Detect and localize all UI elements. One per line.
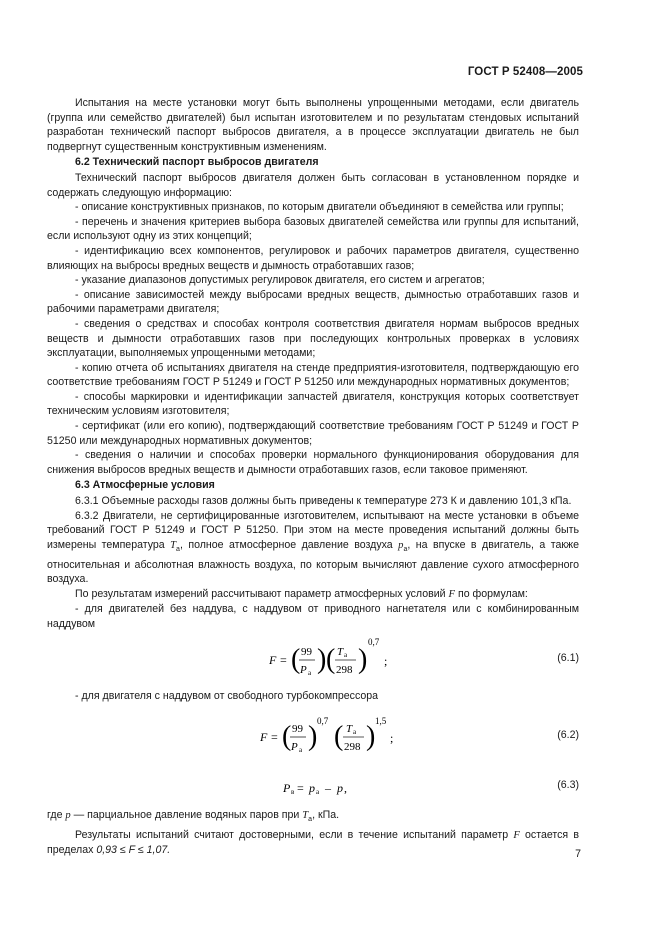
svg-text:298: 298 [344, 741, 361, 754]
svg-text:F: F [260, 730, 268, 745]
formula-6-3-expression [283, 774, 403, 804]
paragraph-6-3-3: По результатам измерений рассчитывают параметр атмосферных условий F по формулам: [75, 587, 528, 600]
formula-6-2 [47, 704, 579, 764]
svg-text:1,5: 1,5 [375, 716, 387, 727]
formula-6-1-expression [269, 635, 429, 685]
svg-text:): ) [366, 721, 376, 753]
svg-text:a: a [308, 669, 312, 678]
svg-text:=: = [280, 653, 287, 668]
standard-header: ГОСТ Р 52408—2005 [467, 66, 583, 78]
formula-6-3 [47, 764, 579, 808]
formula-intro-1: - для двигателей без наддува, с наддувом от приводного нагнетателя или с комбинированным наддувом [47, 603, 579, 630]
svg-text:F: F [269, 653, 277, 668]
list-item: - перечень и значения критериев выбора базовых двигателей семейства или группы для испытаний, если используют одну из этих концепций; [47, 215, 579, 243]
paragraph-6-3-2: 6.3.2 Двигатели, не сертифицированные изготовителем, испытывают на месте установки в объеме требований ГОСТ Р 51249 и ГОСТ Р 51250. При этом на месте проведения испытаний должны быть измерены температура $T_a$, полное атмосферное давление воздуха $p_a$, на впуске в двигатель, а также относительная и абсолютная влажность воздуха, по которым вычисляют давление сухого атмосферного воздуха. [47, 509, 579, 586]
formula-intro-2: - для двигателя с наддувом от свободного турбокомпрессора [75, 690, 379, 703]
svg-text:(: ( [334, 721, 344, 753]
svg-text:a: a [299, 746, 303, 755]
paragraph-6-3-1: 6.3.1 Объемные расходы газов должны быть приведены к температуре 273 К и давлению 101,3 кПа. [75, 495, 572, 508]
svg-text:p: p [337, 781, 343, 796]
svg-text:;: ; [384, 654, 388, 669]
svg-text:): ) [358, 644, 368, 676]
svg-text:(: ( [282, 721, 292, 753]
paragraph-intro: Испытания на месте установки могут быть выполнены упрощенными методами, если двигатель (группа или семейство двигателей) был испытан изготовителем и по результатам стендовых испытаний разработан технический паспорт выбросов двигателя, а в процессе эксплуатации двигатель не был подвергнут существенным конструктивным изменениям. [47, 97, 579, 153]
list-item: - сертификат (или его копию), подтверждающий соответствие требованиям ГОСТ Р 51249 и ГОСТ Р 51250 или международных нормативных документов; [47, 420, 579, 447]
list-item: - сведения о средствах и способах контроля соответствия двигателя нормам выбросов вредных веществ и дымности отработавших газов при последующих контрольных проверках в условиях эксплуатации, выполняемых упрощенными методами; [47, 317, 579, 360]
formula-6-1 [47, 631, 579, 689]
page-number: 7 [575, 848, 581, 860]
svg-text:): ) [317, 644, 327, 676]
svg-text:(: ( [291, 644, 301, 676]
svg-text:p: p [309, 781, 315, 796]
svg-text:P: P [283, 781, 291, 796]
svg-text:298: 298 [336, 664, 353, 677]
section-heading-6-2: 6.2 Технический паспорт выбросов двигателя [75, 156, 319, 169]
svg-text:,: , [344, 781, 347, 796]
list-item: - сведения о наличии и способах проверки нормального функционирования оборудования для снижения выбросов вредных веществ и дымности отработавших газов, если таковое применяют. [47, 449, 579, 476]
svg-text:): ) [308, 721, 318, 753]
list-item: - копию отчета об испытаниях двигателя на стенде предприятия-изготовителя, подтверждающую его соответствие требованиям ГОСТ Р 51249 и ГОСТ Р 51250 или международных нормативных документов; [47, 361, 579, 389]
page-body [47, 96, 579, 858]
formula-6-2-expression [260, 712, 420, 762]
paragraph-passport: Технический паспорт выбросов двигателя должен быть согласован в установленном порядке и содержать следующую информацию: [47, 171, 579, 199]
formula-6-1-number: (6.1) [557, 652, 579, 665]
svg-text:a: a [344, 651, 348, 660]
svg-text:T: T [346, 723, 353, 736]
svg-text:P: P [300, 664, 307, 677]
svg-text:0,7: 0,7 [368, 637, 380, 648]
list-item: - идентификацию всех компонентов, регулировок и рабочих параметров двигателя, существенно влияющих на выбросы вредных веществ и дымность отработавших газов; [47, 244, 579, 272]
svg-text:99: 99 [301, 646, 312, 659]
formula-6-3-number: (6.3) [557, 779, 579, 792]
svg-text:a: a [316, 788, 320, 797]
svg-text:=: = [297, 781, 304, 796]
svg-text:a: a [353, 728, 357, 737]
list-item: - описание конструктивных признаков, по которым двигатели объединяют в семейства или группы; [75, 201, 564, 214]
list-item: - указание диапазонов допустимых регулировок двигателя, его систем и агрегатов; [75, 274, 485, 287]
svg-text:–: – [325, 781, 331, 796]
paragraph-results: Результаты испытаний считают достоверными, если в течение испытаний параметр F остается в пределах 0,93 ≤ F ≤ 1,07. [47, 828, 579, 857]
svg-text:в: в [291, 788, 295, 797]
list-item: - описание зависимостей между выбросами вредных веществ, дымностью отработавших газов и рабочими параметрами двигателя; [47, 288, 579, 316]
formula-6-2-number: (6.2) [557, 729, 579, 742]
svg-text:0,7: 0,7 [317, 716, 329, 727]
paragraph-where: где p — парциальное давление водяных паров при $T_a$, кПа. [47, 809, 340, 824]
list-item: - способы маркировки и идентификации запчастей двигателя, конструкция которых соответствует техническим условиям изготовителя; [47, 390, 579, 418]
svg-text:;: ; [390, 731, 394, 746]
svg-text:(: ( [326, 644, 336, 676]
svg-text:P: P [291, 741, 298, 754]
section-heading-6-3: 6.3 Атмосферные условия [75, 479, 215, 492]
svg-text:T: T [337, 646, 344, 659]
svg-text:99: 99 [292, 723, 303, 736]
svg-text:=: = [271, 730, 278, 745]
